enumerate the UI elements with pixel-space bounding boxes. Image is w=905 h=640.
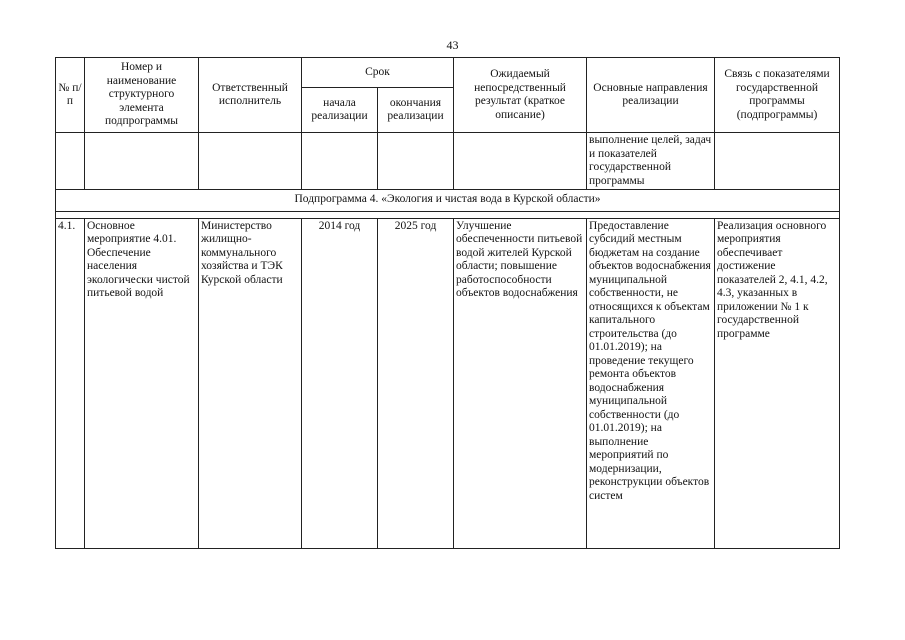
header-expected: Ожидаемый непосредственный результат (краткое описание) xyxy=(454,58,587,133)
table-row xyxy=(56,218,840,548)
header-num: № п/п xyxy=(56,58,85,133)
row-responsible: Министерство жилищно-коммунального хозяйства и ТЭК Курской области xyxy=(199,218,302,548)
cont-responsible xyxy=(199,133,302,190)
header-term-end: окончания реализации xyxy=(378,88,454,133)
continuation-row xyxy=(56,133,840,190)
cont-name xyxy=(85,133,199,190)
row-link: Реализация основного мероприятия обеспечивает достижение показателей 2, 4.1, 4.2, 4.3, указанных в приложении № 1 к государственной программе xyxy=(715,218,840,548)
page-number: 43 xyxy=(446,38,459,52)
header-row xyxy=(56,58,840,88)
separator-cell xyxy=(56,211,840,218)
separator-row xyxy=(56,211,840,218)
cont-link xyxy=(715,133,840,190)
cont-end xyxy=(378,133,454,190)
cont-num xyxy=(56,133,85,190)
header-term: Срок xyxy=(302,58,454,88)
header-directions: Основные направления реализации xyxy=(587,58,715,133)
row-end: 2025 год xyxy=(378,218,454,548)
program-table xyxy=(55,57,840,549)
header-responsible: Ответственный исполнитель xyxy=(199,58,302,133)
row-name: Основное мероприятие 4.01. Обеспечение населения экологически чистой питьевой водой xyxy=(85,218,199,548)
cont-directions: выполнение целей, задач и показателей государственной программы xyxy=(587,133,715,190)
cont-start xyxy=(302,133,378,190)
header-link: Связь с показателями государственной программы (подпрограммы) xyxy=(715,58,840,133)
header-name: Номер и наименование структурного элемента подпрограммы xyxy=(85,58,199,133)
header-term-start: начала реализации xyxy=(302,88,378,133)
cont-expected xyxy=(454,133,587,190)
row-expected: Улучшение обеспеченности питьевой водой жителей Курской области; повышение работоспособности объектов водоснабжения xyxy=(454,218,587,548)
row-num: 4.1. xyxy=(56,218,85,548)
row-directions: Предоставление субсидий местным бюджетам на создание объектов водоснабжения муниципальной собственности, не относящихся к объектам капитального строительства (до 01.01.2019); на проведение текущего ремонта объектов водоснабжения муниципальной собственности (до 01.01.2019); на выполнение мероприятий по модернизации, реконструкции объектов систем xyxy=(587,218,715,548)
row-start: 2014 год xyxy=(302,218,378,548)
subprogram-row xyxy=(56,190,840,212)
subprogram-title: Подпрограмма 4. «Экология и чистая вода в Курской области» xyxy=(56,190,840,212)
